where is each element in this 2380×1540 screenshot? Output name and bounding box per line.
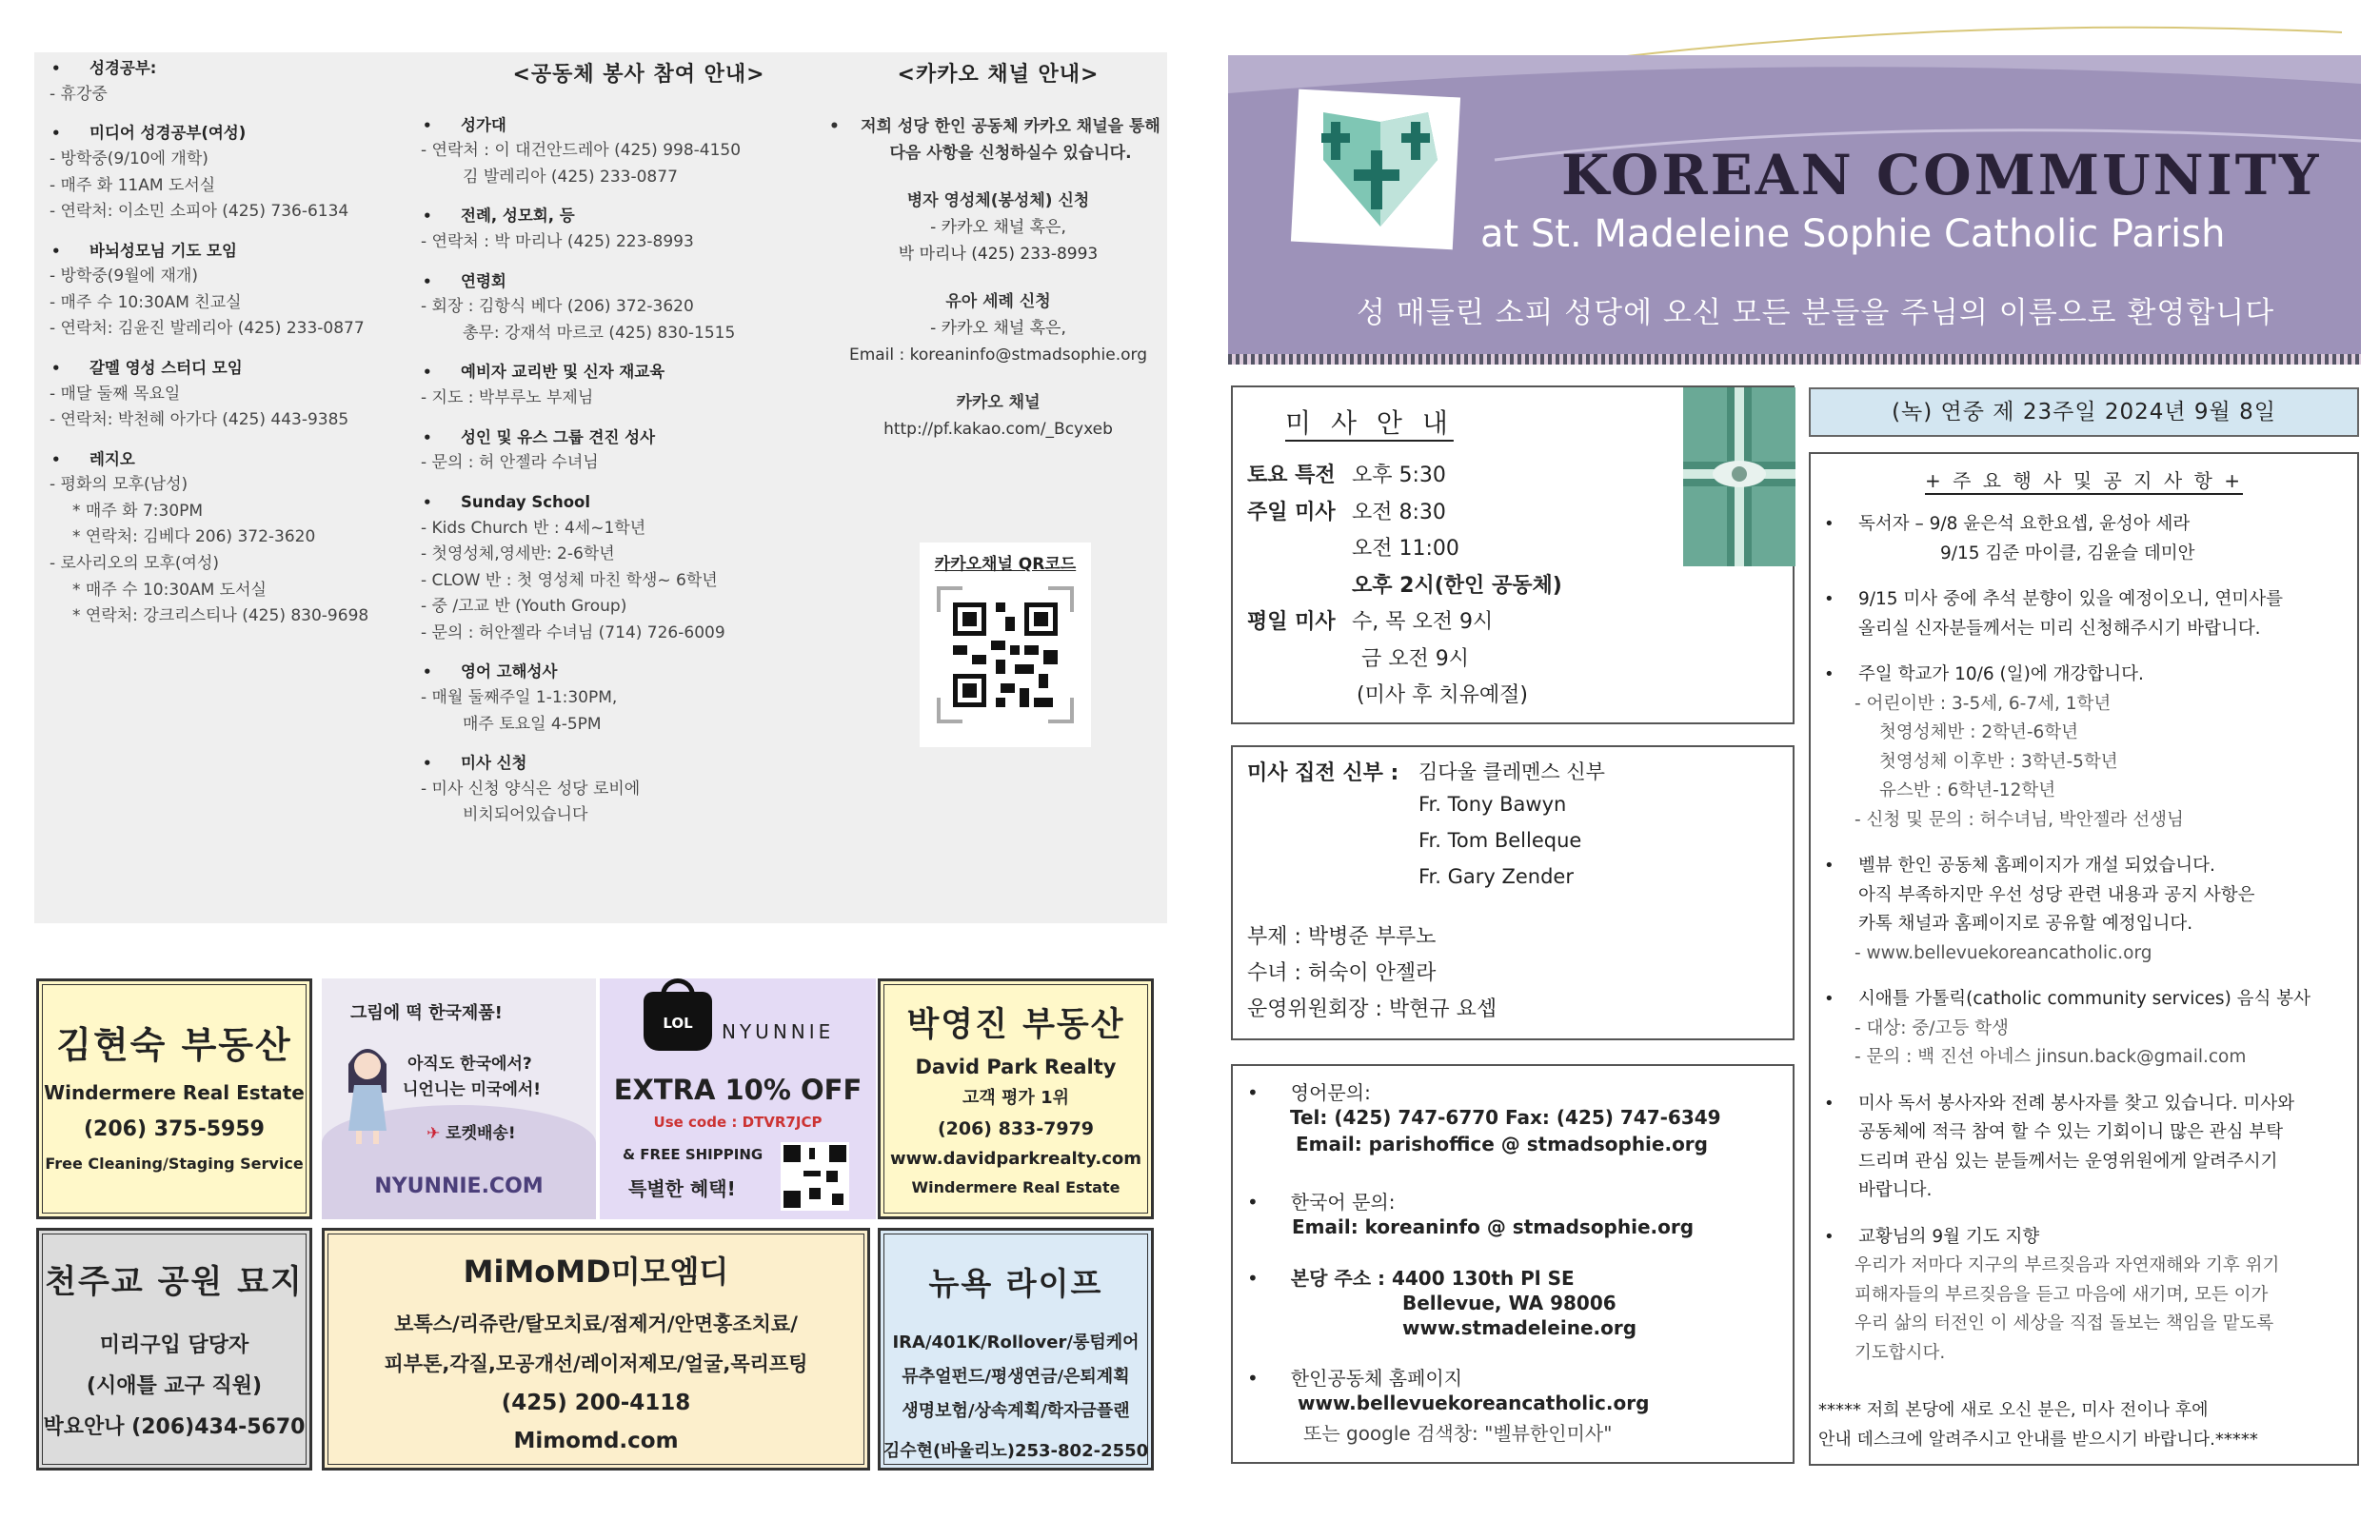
group-line: - 연락처: 이소민 소피아 (425) 736-6134 — [50, 202, 349, 222]
group-line: - 방학중(9월에 재개) — [50, 267, 198, 286]
notice-subline: - 신청 및 문의 : 허수녀님, 박안젤라 선생님 — [1854, 809, 2184, 830]
priest-name: Fr. Gary Zender — [1418, 865, 1574, 888]
ad-title: 박영진 부동산 — [906, 1006, 1125, 1044]
contact-web: • 한인공동체 홈페이지 — [1247, 1367, 1463, 1390]
group-heading: • Sunday School — [415, 490, 863, 516]
notice-line: 공동체에 적극 참여 할 수 있는 기회이니 많은 관심 부탁 — [1858, 1122, 2284, 1143]
ad-line: 보톡스/리쥬란/탈모치료/점제거/안면홍조치료/ — [394, 1313, 798, 1335]
priest-name: Fr. Tony Bawyn — [1418, 793, 1567, 816]
qr-label: 카카오채널 QR코드 — [934, 555, 1077, 574]
ad-new-york-life[interactable] — [878, 1228, 1154, 1471]
ad-kim-realty[interactable] — [36, 978, 312, 1219]
mass-time: 오후 2시(한인 공동체) — [1352, 573, 1562, 598]
kakao-qr-box — [920, 543, 1091, 747]
banner-welcome: 성 매들린 소피 성당에 오신 모든 분들을 주님의 이름으로 환영합니다 — [1357, 296, 2275, 330]
ad-url[interactable]: Mimomd.com — [513, 1429, 679, 1453]
ad-title: MiMoMD미모엠디 — [463, 1254, 729, 1290]
sunday-header — [1809, 387, 2359, 437]
group-line: - 휴강중 — [50, 84, 108, 104]
mass-time: 금 오전 9시 — [1361, 646, 1469, 671]
notice-subline: - 어린이반 : 3-5세, 6-7세, 1학년 — [1854, 693, 2112, 714]
contact-email[interactable]: Email: koreaninfo @ stmadsophie.org — [1292, 1215, 1695, 1238]
kakao-heading: 유아 세례 신청 — [945, 291, 1051, 311]
notice-line: 9/15 김준 마이클, 김윤슬 데미안 — [1940, 543, 2195, 563]
ad-line: 생명보험/상속계획/학자금플랜 — [902, 1401, 1130, 1421]
decorative-swoosh — [1618, 21, 2342, 59]
group-line: 김 발레리아 (425) 233-0877 — [463, 167, 678, 187]
ad-title: 뉴욕 라이프 — [928, 1265, 1103, 1302]
mass-time: (미사 후 치유예절) — [1357, 683, 1528, 707]
kakao-line: - 카카오 채널 혹은, — [930, 217, 1066, 237]
group-heading: • 전례, 성모회, 등 — [415, 204, 863, 229]
group-line: - 매달 둘째 목요일 — [50, 384, 181, 404]
contact-address: • 본당 주소 : 4400 130th Pl SE — [1247, 1267, 1575, 1290]
group-line: - 로사리오의 모후(여성) — [50, 553, 220, 573]
notice-line: • 벨뷰 한인 공동체 홈페이지가 개설 되었습니다. — [1858, 856, 2215, 877]
group-heading: • 미사 신청 — [415, 751, 863, 777]
ad-line: 아직도 한국에서? — [407, 1055, 532, 1074]
priest-name: Fr. Tom Belleque — [1418, 829, 1582, 852]
notice-subline: 우리가 저마다 지구의 부르짖음과 자연재해와 기후 위기 — [1854, 1255, 2280, 1276]
group-heading: • 성경공부: — [44, 56, 425, 82]
kakao-line[interactable]: http://pf.kakao.com/_Bcyxeb — [883, 420, 1113, 440]
mass-time: 오후 5:30 — [1352, 464, 1446, 487]
study-groups-column — [44, 56, 425, 630]
notice-line: • 미사 독서 봉사자와 전례 봉사자를 찾고 있습니다. 미사와 — [1858, 1093, 2295, 1114]
group-heading: • 영어 고해성사 — [415, 660, 863, 685]
notice-subline[interactable]: - www.bellevuekoreancatholic.org — [1854, 942, 2152, 963]
group-line: - 방학중(9/10에 개학) — [50, 148, 208, 168]
ad-line: Windermere Real Estate — [911, 1178, 1121, 1196]
ad-url[interactable]: www.davidparkrealty.com — [890, 1149, 1141, 1169]
header-banner — [1228, 55, 2361, 365]
mass-label: 주일 미사 — [1247, 500, 1336, 524]
ad-line: 그림에 떡 한국제품! — [350, 1003, 503, 1023]
notice-item — [1818, 852, 2350, 968]
notices-title: + 주 요 행 사 및 공 지 사 항 + — [1925, 469, 2243, 492]
group-heading: • 미디어 성경공부(여성) — [44, 121, 425, 147]
ad-title: 천주교 공원 묘지 — [45, 1263, 304, 1301]
contact-phone: Tel: (425) 747-6770 Fax: (425) 747-6349 — [1290, 1106, 1721, 1129]
notice-subline: 첫영성체 이후반 : 3학년-5학년 — [1879, 751, 2118, 772]
ad-line: IRA/401K/Rollover/롱텀케어 — [892, 1333, 1140, 1352]
group-line: - 매주 화 11AM 도서실 — [50, 175, 216, 195]
qr-code-icon[interactable] — [934, 583, 1077, 726]
group-line: - 미사 신청 양식은 성당 로비에 — [421, 779, 641, 799]
group-line: 매주 토요일 4-5PM — [463, 714, 602, 734]
group-line: - 회장 : 김항식 베다 (206) 372-3620 — [421, 297, 694, 317]
group-line: - 연락처: 김윤진 발레리아 (425) 233-0877 — [50, 319, 365, 339]
sister: 수녀 : 허숙이 안젤라 — [1247, 961, 1437, 985]
group-line: - 매월 둘째주일 1-1:30PM, — [421, 688, 618, 708]
community-service-column — [415, 58, 863, 829]
ad-phone: 박요안나 (206)434-5670 — [43, 1415, 306, 1439]
banner-subtitle: at St. Madeleine Sophie Catholic Parish — [1480, 212, 2226, 256]
group-heading: • 성가대 — [415, 113, 863, 139]
group-line: - 매주 수 10:30AM 친교실 — [50, 292, 242, 312]
notice-subline: 기도합시다. — [1854, 1342, 1946, 1363]
notice-subline: 우리 삶의 터전인 이 세상을 직접 돌보는 책임을 맡도록 — [1854, 1313, 2274, 1334]
notice-subline[interactable]: - 문의 : 백 진선 아네스 jinsun.back@gmail.com — [1854, 1047, 2247, 1068]
ad-phone: (206) 833-7979 — [937, 1118, 1095, 1139]
notice-line: • 9/15 미사 중에 추석 분향이 있을 예정이오니, 연미사를 — [1858, 589, 2284, 610]
ad-line: 피부톤,각질,모공개선/레이저제모/얼굴,목리프팅 — [384, 1352, 808, 1375]
banner-title: KOREAN COMMUNITY — [1561, 143, 2322, 207]
kakao-line: - 카카오 채널 혹은, — [930, 318, 1066, 338]
girl-illustration-icon — [341, 1036, 394, 1150]
ad-code: Use code : DTVR7JCP — [653, 1114, 823, 1131]
ad-phone: (425) 200-4118 — [501, 1391, 691, 1415]
group-line: * 연락처: 김베다 206) 372-3620 — [72, 527, 316, 547]
ad-line: 고객 평가 1위 — [962, 1088, 1069, 1108]
mass-label: 평일 미사 — [1247, 610, 1336, 634]
notice-line: • 독서자 – 9/8 윤은석 요한요셉, 윤성아 세라 — [1858, 514, 2191, 534]
kakao-heading: 카카오 채널 — [956, 393, 1041, 412]
priest-name: 김다울 클레멘스 신부 — [1418, 760, 1605, 783]
notice-line: 바랍니다. — [1858, 1180, 1933, 1201]
ad-line: 뮤추얼펀드/평생연금/은퇴계획 — [902, 1367, 1130, 1387]
notices-box — [1809, 452, 2359, 1466]
group-heading: • 바뇌성모님 기도 모임 — [44, 239, 425, 265]
group-line: - 중 /고교 반 (Youth Group) — [421, 597, 627, 617]
ad-line: David Park Realty — [915, 1056, 1117, 1078]
group-line: 비치되어있습니다 — [463, 805, 588, 825]
group-line: * 연락처: 강크리스티나 (425) 830-9698 — [72, 606, 369, 626]
notice-item — [1818, 661, 2350, 835]
ad-phone: (206) 375-5959 — [84, 1117, 265, 1141]
mass-time: 수, 목 오전 9시 — [1352, 610, 1494, 634]
ribbon-ornament-icon — [1683, 387, 1795, 566]
ad-nyunnie-b[interactable] — [600, 978, 876, 1219]
group-line: - 지도 : 박부루노 부제님 — [421, 388, 594, 408]
ad-line: Windermere Real Estate — [44, 1081, 305, 1104]
rocket-icon: ✈ — [426, 1124, 441, 1143]
group-line: - CLOW 반 : 첫 영성체 마친 학생~ 6학년 — [421, 570, 718, 590]
group-line: - 연락처: 박천혜 아가다 (425) 443-9385 — [50, 410, 349, 430]
mass-time: 오전 11:00 — [1352, 537, 1459, 561]
committee-chair: 운영위원회장 : 박현규 요셉 — [1247, 997, 1497, 1021]
ad-offer: EXTRA 10% OFF — [613, 1074, 863, 1106]
notice-line: 카톡 채널과 홈페이지로 공유할 예정입니다. — [1858, 914, 2193, 935]
contact-website[interactable]: www.stmadeleine.org — [1402, 1316, 1637, 1339]
kakao-heading: 병자 영성체(봉성체) 신청 — [906, 190, 1090, 210]
contact-address-line: Bellevue, WA 98006 — [1402, 1292, 1616, 1314]
mass-time: 오전 8:30 — [1352, 500, 1446, 524]
notice-line: • 주일 학교가 10/6 (일)에 개강합니다. — [1858, 664, 2144, 685]
kakao-line: 박 마리나 (425) 233-8993 — [898, 244, 1099, 264]
ad-line: (시애틀 교구 직원) — [86, 1374, 263, 1398]
contact-box — [1231, 1064, 1795, 1464]
ad-url[interactable]: NYUNNIE.COM — [374, 1175, 544, 1198]
bag-icon: LOL — [644, 992, 712, 1051]
rocket-line: ✈ 로켓배송! — [426, 1124, 516, 1143]
ad-line: 미리구입 담당자 — [99, 1333, 249, 1357]
ad-line: 니언니는 미국에서! — [403, 1080, 542, 1099]
notice-subline: - 대상: 중/고등 학생 — [1854, 1017, 2009, 1038]
group-line: - 평화의 모후(남성) — [50, 475, 188, 495]
notice-item — [1818, 510, 2350, 568]
ad-cemetery[interactable] — [36, 1228, 312, 1471]
notice-item — [1818, 985, 2350, 1073]
kakao-title: <카카오 채널 안내> — [897, 63, 1100, 87]
sunday-title: (녹) 연중 제 23주일 2024년 9월 8일 — [1892, 400, 2276, 424]
parish-logo-icon — [1285, 84, 1476, 265]
kakao-intro: • 저희 성당 한인 공동체 카카오 채널을 통해 다음 사항을 신청하실수 있습니다. — [829, 116, 1160, 163]
notice-line: 아직 부족하지만 우선 성당 관련 내용과 공지 사항은 — [1858, 884, 2255, 905]
contact-email[interactable]: Email: parishoffice @ stmadsophie.org — [1296, 1133, 1708, 1155]
ad-line: 특별한 혜택! — [628, 1177, 736, 1200]
mass-times-box — [1231, 385, 1795, 724]
group-heading: • 연령회 — [415, 269, 863, 295]
ad-mimomd[interactable] — [322, 1228, 870, 1471]
ad-title: 김현숙 부동산 — [56, 1024, 292, 1066]
mass-label: 토요 특전 — [1247, 464, 1336, 487]
service-title: <공동체 봉사 참여 안내> — [512, 63, 765, 87]
group-line: - Kids Church 반 : 4세~1학년 — [421, 518, 646, 538]
ad-nyunnie-a[interactable] — [322, 978, 596, 1219]
notice-line: • 시애틀 가톨릭(catholic community services) 음식 봉사 — [1858, 989, 2311, 1010]
priest-label: 미사 집전 신부 : — [1247, 761, 1399, 785]
group-heading: • 갈멜 영성 스터디 모임 — [44, 356, 425, 382]
group-line: - 연락처 : 박 마리나 (425) 223-8993 — [421, 232, 694, 252]
group-heading: • 성인 및 유스 그룹 견진 성사 — [415, 425, 863, 451]
group-line: - 첫영성체,영세반: 2-6학년 — [421, 544, 615, 564]
notice-subline: 피해자들의 부르짖음을 듣고 마음에 새기며, 모든 이가 — [1854, 1284, 2269, 1305]
deacon: 부제 : 박병준 부루노 — [1247, 925, 1437, 949]
ad-brand: NYUNNIE — [722, 1020, 835, 1043]
group-line: 총무: 강재석 마르코 (425) 830-1515 — [463, 323, 736, 343]
kakao-line[interactable]: Email : koreaninfo@stmadsophie.org — [848, 345, 1148, 365]
notice-line: 올리실 신자분들께서는 미리 신청해주시기 바랍니다. — [1858, 618, 2261, 639]
group-line: - 문의 : 허 안젤라 수녀님 — [421, 453, 599, 473]
group-line: * 매주 화 7:30PM — [72, 501, 204, 521]
mass-title: 미 사 안 내 — [1285, 407, 1454, 439]
contact-website[interactable]: www.bellevuekoreancatholic.org — [1298, 1392, 1650, 1414]
notice-item — [1818, 1223, 2350, 1369]
ad-park-realty[interactable] — [878, 978, 1154, 1219]
notice-item — [1818, 1090, 2350, 1206]
group-heading: • 예비자 교리반 및 신자 재교육 — [415, 360, 863, 385]
notice-item — [1818, 585, 2350, 643]
ad-phone: 김수현(바울리노)253-802-2550 — [883, 1441, 1149, 1461]
group-heading: • 레지오 — [44, 447, 425, 473]
group-line: - 문의 : 허안젤라 수녀님 (714) 726-6009 — [421, 622, 725, 642]
ad-line: Free Cleaning/Staging Service — [45, 1155, 304, 1173]
contact-korean: • 한국어 문의: — [1247, 1191, 1396, 1214]
clergy-box — [1231, 745, 1795, 1040]
contact-search-hint: 또는 google 검색창: "벨뷰한인미사" — [1303, 1422, 1613, 1445]
group-line: * 매주 수 10:30AM 도서실 — [72, 580, 267, 600]
left-panel — [34, 52, 1167, 923]
kakao-column — [829, 58, 1167, 443]
notice-line: • 교황님의 9월 기도 지향 — [1858, 1226, 2040, 1247]
notice-line: 드리며 관심 있는 분들께서는 운영위원에게 알려주시기 — [1858, 1151, 2278, 1172]
notice-subline: 첫영성체반 : 2학년-6학년 — [1879, 722, 2079, 743]
ad-line: & FREE SHIPPING — [623, 1146, 764, 1163]
notices-footer: ***** 저희 본당에 새로 오신 분은, 미사 전이나 후에 안내 데스크에 알려주시고 안내를 받으시기 바랍니다.***** — [1818, 1400, 2258, 1450]
group-line: - 연락처 : 이 대건안드레아 (425) 998-4150 — [421, 141, 742, 161]
qr-code-icon[interactable] — [781, 1142, 849, 1211]
contact-english: • 영어문의: — [1247, 1081, 1371, 1104]
notice-subline: 유스반 : 6학년-12학년 — [1879, 780, 2056, 801]
